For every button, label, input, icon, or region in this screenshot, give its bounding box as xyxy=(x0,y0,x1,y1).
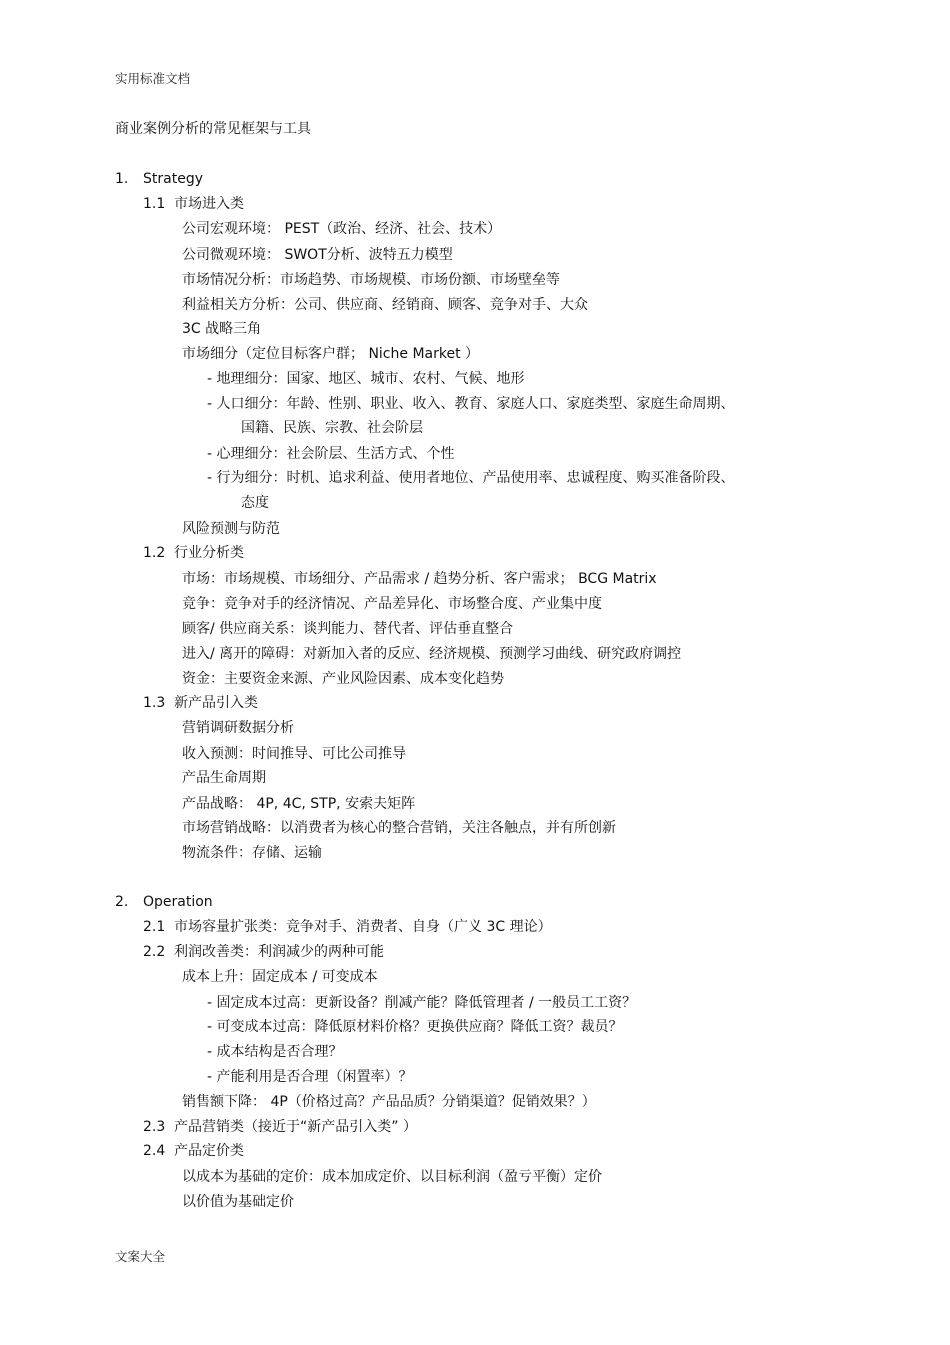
stakeholder-analysis-line: 利益相关方分析：公司、供应商、经销商、顾客、竞争对手、大众 xyxy=(182,297,588,313)
marketing-strategy-line: 市场营销战略：以消费者为核心的整合营销，关注各触点，并有所创新 xyxy=(182,820,616,836)
market-analysis-line: 市场情况分析：市场趋势、市场规模、市场份额、市场壁垒等 xyxy=(182,272,560,288)
section-2-4-number: 2.4 xyxy=(143,1143,166,1159)
section-1-3-number: 1.3 xyxy=(143,695,166,711)
industry-competition-line: 竞争：竞争对手的经济情况、产品差异化、市场整合度、产业集中度 xyxy=(182,596,602,612)
macro-environment-line: 公司宏观环境： PEST（政治、经济、社会、技术） xyxy=(182,221,502,237)
demographic-segment-line-continued: 国籍、民族、宗教、社会阶层 xyxy=(241,420,423,436)
entry-exit-barrier-line: 进入/ 离开的障碍：对新加入者的反应、经济规模、预测学习曲线、研究政府调控 xyxy=(182,646,682,662)
section-2-2-number: 2.2 xyxy=(143,944,166,960)
section-1-heading: Strategy xyxy=(143,171,203,187)
fixed-cost-line: - 固定成本过高：更新设备？削减产能？降低管理者 / 一般员工工资？ xyxy=(207,995,637,1011)
document-title: 商业案例分析的常见框架与工具 xyxy=(115,121,311,137)
section-2-heading: Operation xyxy=(143,894,213,910)
cost-based-pricing-line: 以成本为基础的定价：成本加成定价、以目标利润（盈亏平衡）定价 xyxy=(182,1169,602,1185)
value-based-pricing-line: 以价值为基础定价 xyxy=(182,1194,294,1210)
section-2-1-number: 2.1 xyxy=(143,919,166,935)
geographic-segment-line: - 地理细分：国家、地区、城市、农村、气候、地形 xyxy=(207,371,525,387)
product-strategy-line: 产品战略： 4P, 4C, STP, 安索夫矩阵 xyxy=(182,796,416,812)
marketing-research-line: 营销调研数据分析 xyxy=(182,720,294,736)
section-2-2-heading: 利润改善类：利润减少的两种可能 xyxy=(174,944,384,960)
cost-structure-line: - 成本结构是否合理？ xyxy=(207,1044,343,1060)
section-2-1-heading: 市场容量扩张类：竞争对手、消费者、自身（广义 3C 理论） xyxy=(174,919,552,935)
capital-line: 资金：主要资金来源、产业风险因素、成本变化趋势 xyxy=(182,671,504,687)
section-1-1-heading: 市场进入类 xyxy=(174,196,244,212)
strategy-triangle-line: 3C 战略三角 xyxy=(182,321,262,337)
revenue-forecast-line: 收入预测：时间推导、可比公司推导 xyxy=(182,746,406,762)
psychographic-segment-line: - 心理细分：社会阶层、生活方式、个性 xyxy=(207,446,455,462)
micro-environment-line: 公司微观环境： SWOT分析、波特五力模型 xyxy=(182,247,453,263)
risk-forecast-line: 风险预测与防范 xyxy=(182,521,280,537)
market-segmentation-line: 市场细分（定位目标客户群； Niche Market ） xyxy=(182,346,480,362)
capacity-utilization-line: - 产能利用是否合理（闲置率）？ xyxy=(207,1069,413,1085)
section-2-3-number: 2.3 xyxy=(143,1119,166,1135)
section-1-3-heading: 新产品引入类 xyxy=(174,695,258,711)
section-1-2-number: 1.2 xyxy=(143,545,166,561)
page-header: 实用标准文档 xyxy=(115,71,191,86)
section-1-2-heading: 行业分析类 xyxy=(174,545,244,561)
behavioral-segment-line: - 行为细分：时机、追求利益、使用者地位、产品使用率、忠诚程度、购买准备阶段、 xyxy=(207,470,735,486)
behavioral-segment-line-continued: 态度 xyxy=(241,495,269,511)
demographic-segment-line: - 人口细分：年龄、性别、职业、收入、教育、家庭人口、家庭类型、家庭生命周期、 xyxy=(207,396,735,412)
product-lifecycle-line: 产品生命周期 xyxy=(182,770,266,786)
cost-increase-line: 成本上升：固定成本 / 可变成本 xyxy=(182,969,378,985)
section-1-number: 1. xyxy=(115,171,129,187)
customer-supplier-line: 顾客/ 供应商关系：谈判能力、替代者、评估垂直整合 xyxy=(182,621,514,637)
page-footer: 文案大全 xyxy=(115,1249,166,1264)
sales-decline-line: 销售额下降： 4P（价格过高？产品品质？分销渠道？促销效果？） xyxy=(182,1094,596,1110)
section-1-1-number: 1.1 xyxy=(143,196,166,212)
logistics-line: 物流条件：存储、运输 xyxy=(182,845,322,861)
section-2-number: 2. xyxy=(115,894,129,910)
section-2-3-heading: 产品营销类（接近于“新产品引入类” ） xyxy=(174,1119,417,1135)
variable-cost-line: - 可变成本过高：降低原材料价格？更换供应商？降低工资？裁员？ xyxy=(207,1019,623,1035)
industry-market-line: 市场：市场规模、市场细分、产品需求 / 趋势分析、客户需求； BCG Matrix xyxy=(182,571,657,587)
section-2-4-heading: 产品定价类 xyxy=(174,1143,244,1159)
